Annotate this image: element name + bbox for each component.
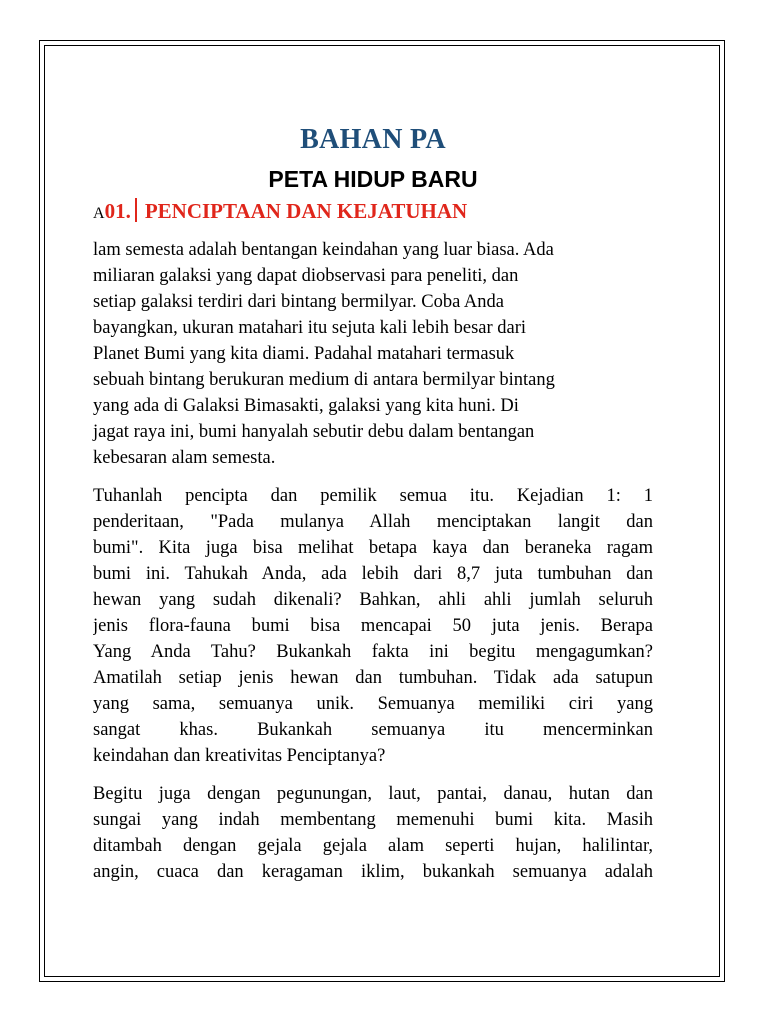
paragraph-line: jenis flora-fauna bumi bisa mencapai 50 juta jenis. Berapa <box>93 616 653 636</box>
paragraph-line: Tuhanlah pencipta dan pemilik semua itu. Kejadian 1: 1 <box>93 486 653 506</box>
paragraph-line: lam semesta adalah bentangan keindahan yang luar biasa. Ada <box>93 240 554 260</box>
paragraph-line: yang sama, semuanya unik. Semuanya memiliki ciri yang <box>93 694 653 714</box>
paragraph-line: miliaran galaksi yang dapat diobservasi para peneliti, dan <box>93 266 519 286</box>
paragraph-line: ditambah dengan gejala gejala alam seperti hujan, halilintar, <box>93 836 653 856</box>
paragraph-line: Planet Bumi yang kita diami. Padahal matahari termasuk <box>93 344 515 364</box>
paragraph-line: Amatilah setiap jenis hewan dan tumbuhan. Tidak ada satupun <box>93 668 653 688</box>
paragraph-line: angin, cuaca dan keragaman iklim, bukankah semuanya adalah <box>93 862 653 882</box>
chapter-heading <box>93 196 653 229</box>
paragraph-line: sangat khas. Bukankah semuanya itu mencerminkan <box>93 720 653 740</box>
paragraph-line: setiap galaksi terdiri dari bintang bermilyar. Coba Anda <box>93 292 505 312</box>
chapter-drop-letter: A <box>93 205 105 222</box>
paragraph-2 <box>93 483 653 769</box>
paragraph-line: Begitu juga dengan pegunungan, laut, pantai, danau, hutan dan <box>93 784 653 804</box>
paragraph-3 <box>93 781 653 885</box>
paragraph-line: sungai yang indah membentang memenuhi bumi kita. Masih <box>93 810 653 830</box>
paragraph-line: jagat raya ini, bumi hanyalah sebutir debu dalam bentangan <box>93 422 535 442</box>
document-subtitle: PETA HIDUP BARU <box>268 166 478 192</box>
paragraph-line: hewan yang sudah dikenali? Bahkan, ahli ahli jumlah seluruh <box>93 590 653 610</box>
paragraph-line: kebesaran alam semesta. <box>93 448 276 468</box>
paragraph-line: keindahan dan kreativitas Penciptanya? <box>93 746 386 766</box>
chapter-title: PENCIPTAAN DAN KEJATUHAN <box>144 199 468 223</box>
chapter-number: 01. <box>104 199 131 223</box>
document-body <box>93 120 653 885</box>
paragraph-line: yang ada di Galaksi Bimasakti, galaksi yang kita huni. Di <box>93 396 519 416</box>
chapter-separator <box>135 198 137 222</box>
paragraph-line: penderitaan, "Pada mulanya Allah menciptakan langit dan <box>93 512 653 532</box>
paragraph-line: bumi ini. Tahukah Anda, ada lebih dari 8,7 juta tumbuhan dan <box>93 564 653 584</box>
document-title: BAHAN PA <box>300 124 446 155</box>
paragraph-line: sebuah bintang berukuran medium di antara bermilyar bintang <box>93 370 555 390</box>
paragraph-1 <box>93 237 653 471</box>
paragraph-line: Yang Anda Tahu? Bukankah fakta ini begitu mengagumkan? <box>93 642 653 662</box>
paragraph-line: bumi". Kita juga bisa melihat betapa kaya dan beraneka ragam <box>93 538 653 558</box>
paragraph-line: bayangkan, ukuran matahari itu sejuta kali lebih besar dari <box>93 318 527 338</box>
